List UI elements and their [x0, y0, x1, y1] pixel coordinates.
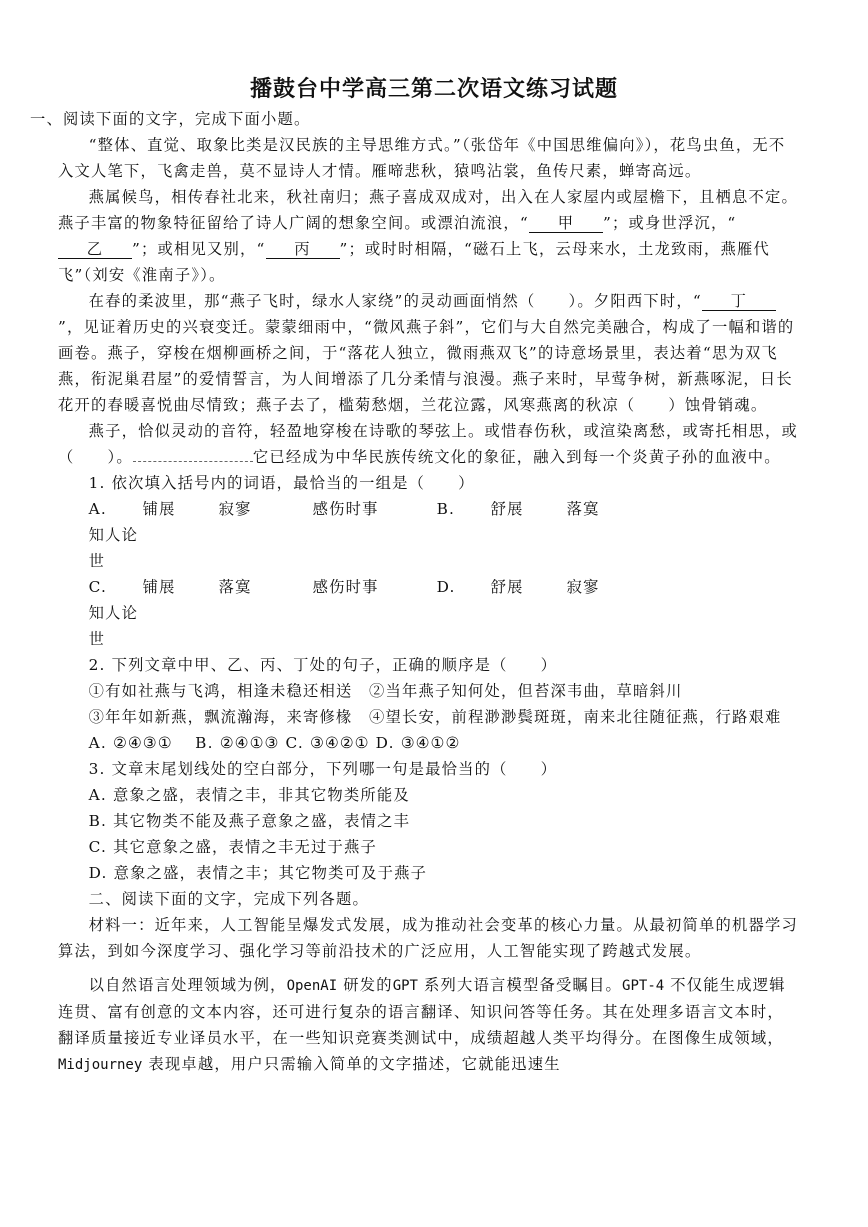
option-word: 落寞 [218, 578, 252, 596]
openai-term: OpenAI [286, 978, 338, 994]
question-2-sentences-1: ①有如社燕与飞鸿，相逢未稳还相送 ②当年燕子知何处，但苔深韦曲，草暗斜川 [88, 682, 683, 700]
blank-bing: 丙 [266, 240, 340, 259]
question-2-options: A. ②④③① B. ②④①③ C. ③④②① D. ③④①② [88, 734, 461, 752]
s2p2-text-a: 以自然语言处理领域为例， [88, 976, 287, 994]
option-label: B. [436, 500, 456, 518]
s2p2-text-e: 表现卓越，用户只需输入简单的文字描述，它就能迅速生 [142, 1055, 561, 1073]
option-word: 舒展 [490, 500, 524, 518]
option-word: 知人论世 [88, 604, 139, 648]
p2-text-a: 燕属候鸟，相传春社北来，秋社南归；燕子喜成双成对，出入在人家屋内或屋檐下，且栖息不定。燕子丰富的物象特征留给了诗人广阔的想象空间。或漂泊流浪，“ [58, 188, 798, 232]
blank-yi: 乙 [58, 240, 132, 259]
gpt4-term: GPT-4 [622, 978, 665, 994]
section-1-heading: 一、阅读下面的文字，完成下面小题。 [30, 110, 311, 128]
blank-ding: 丁 [702, 292, 776, 311]
option-word: 感伤时事 [312, 500, 379, 518]
midjourney-term: Midjourney [58, 1057, 143, 1073]
option-word: 知人论世 [88, 526, 139, 570]
p3-text-a: 在春的柔波里，那“燕子飞时，绿水人家绕”的灵动画面悄然（ ）。夕阳西下时，“ [88, 292, 702, 310]
p4-text-a: 燕子，恰似灵动的音符，轻盈地穿梭在诗歌的琴弦上。或惜春伤秋，或渲染离愁，或寄托相思，或（ ）。 [58, 422, 798, 466]
underlined-blank [133, 461, 253, 462]
question-1-stem: 1. 依次填入括号内的词语，最恰当的一组是（ ） [88, 474, 475, 492]
option-word: 落寞 [566, 500, 600, 518]
passage-paragraph-1: “整体、直觉、取象比类是汉民族的主导思维方式。”（张岱年《中国思维偏向》），花鸟虫鱼，无不入文人笔下，飞禽走兽，莫不显诗人才情。雁啼悲秋，猿鸣沾裳，鱼传尺素，蝉寄高远。 [58, 136, 786, 180]
section-2-heading: 二、阅读下面的文字，完成下列各题。 [88, 890, 370, 908]
option-word: 感伤时事 [312, 578, 379, 596]
s2p2-text-d: 不仅能生成逻辑连贯、富有创意的文本内容，还可进行复杂的语言翻译、知识问答等任务。其在处理多语言文本时，翻译质量接近专业译员水平，在一些知识竞赛类测试中，成绩超越人类平均得分。在图像生成领域， [58, 976, 786, 1047]
option-label: A. [88, 500, 107, 518]
option-word: 铺展 [142, 578, 176, 596]
s2p2-text-c: 系列大语言模型备受瞩目。 [418, 976, 623, 994]
material-1-paragraph-2 [58, 972, 798, 1078]
question-2-sentences-2: ③年年如新燕，飘流瀚海，来寄修椽 ④望长安，前程渺渺鬓斑斑，南来北往随征燕，行路艰难 [88, 708, 782, 726]
p3-text-b: ”，见证着历史的兴衰变迁。蒙蒙细雨中，“微风燕子斜”，它们与大自然完美融合，构成了一幅和谐的画卷。燕子，穿梭在烟柳画桥之间，于“落花人独立，微雨燕双飞”的诗意场景里，表达着“思为双飞燕，衔泥巢君屋”的爱情誓言，为人间增添了几分柔情与浪漫。燕子来时，早莺争树，新燕啄泥，日长花开的春暖喜悦曲尽情致；燕子去了，槛菊愁烟，兰花泣露，风寒燕离的秋凉（ ）蚀骨销魂。 [58, 318, 795, 414]
passage-paragraph-3 [58, 288, 798, 418]
option-word: 寂寥 [566, 578, 600, 596]
option-word: 铺展 [142, 500, 176, 518]
passage-paragraph-4 [58, 418, 798, 470]
exam-body [30, 106, 798, 1078]
gpt-term: GPT [392, 978, 418, 994]
question-1-options-row-2 [58, 574, 798, 652]
question-1-options-row-1 [58, 496, 798, 574]
question-3-option-b: B. 其它物类不能及燕子意象之盛，表情之丰 [88, 812, 411, 830]
question-2-stem: 2. 下列文章中甲、乙、丙、丁处的句子，正确的顺序是（ ） [88, 656, 558, 674]
blank-jia: 甲 [529, 214, 603, 233]
option-word: 舒展 [490, 578, 524, 596]
question-3-option-d: D. 意象之盛，表情之丰；其它物类可及于燕子 [88, 864, 428, 882]
p2-text-b: ”；或身世浮沉，“ [602, 214, 737, 232]
page-title: 播鼓台中学高三第二次语文练习试题 [249, 77, 618, 102]
s2p2-text-b: 研发的 [337, 976, 393, 994]
option-label: C. [88, 578, 108, 596]
p2-text-d: ”；或时时相隔，“磁石上飞，云母来水，土龙致雨，燕雁代飞”（刘安《淮南子》）。 [58, 240, 770, 284]
option-word: 寂寥 [218, 500, 252, 518]
option-label: D. [436, 578, 456, 596]
passage-paragraph-2 [58, 184, 798, 288]
material-1-paragraph-1: 材料一：近年来，人工智能呈爆发式发展，成为推动社会变革的核心力量。从最初简单的机器学习算法，到如今深度学习、强化学习等前沿技术的广泛应用，人工智能实现了跨越式发展。 [58, 916, 798, 960]
p2-text-c: ”；或相见又别，“ [132, 240, 266, 258]
question-3-stem: 3. 文章末尾划线处的空白部分，下列哪一句是最恰当的（ ） [88, 760, 558, 778]
p4-text-b: 它已经成为中华民族传统文化的象征，融入到每一个炎黄子孙的血液中。 [252, 448, 781, 466]
question-3-option-a: A. 意象之盛，表情之丰，非其它物类所能及 [88, 786, 410, 804]
question-3-option-c: C. 其它意象之盛，表情之丰无过于燕子 [88, 838, 378, 856]
